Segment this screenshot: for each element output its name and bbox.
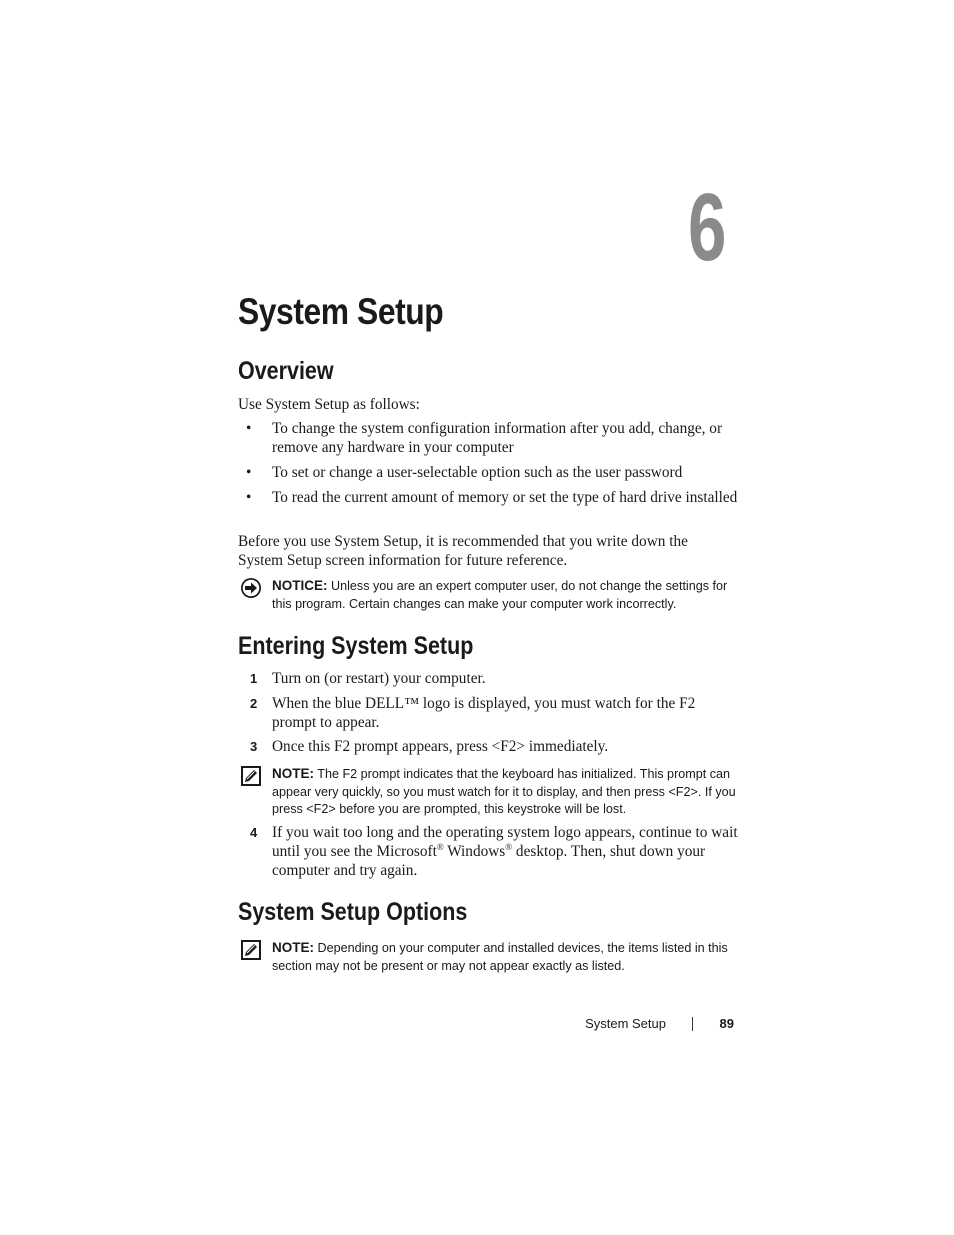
step-text: When the blue DELL™ logo is displayed, you must watch for the F2 prompt to appear. — [272, 695, 696, 731]
note-pencil-icon — [240, 765, 262, 787]
notice-icon — [240, 577, 262, 599]
note-label: NOTE: — [272, 766, 314, 781]
bullet-mark: • — [246, 420, 252, 437]
entering-heading: Entering System Setup — [238, 632, 474, 660]
step-text: Turn on (or restart) your computer. — [272, 670, 486, 687]
footer-divider — [692, 1017, 693, 1031]
bullet-mark: • — [246, 489, 252, 506]
bullet-text: To read the current amount of memory or set the type of hard drive installed — [272, 489, 738, 506]
options-heading: System Setup Options — [238, 898, 468, 926]
step-number: 1 — [250, 671, 258, 686]
note-label: NOTE: — [272, 940, 314, 955]
page-footer — [560, 1014, 736, 1034]
step-number: 4 — [250, 825, 258, 840]
notice-label: NOTICE: — [272, 578, 328, 593]
bullet-text: To set or change a user-selectable option such as the user password — [272, 464, 683, 481]
step-text: If you wait too long and the operating system logo appears, continue to wait until you see the Microsoft® Windows® desktop. Then, shut down your computer and try again. — [272, 824, 738, 879]
note-text: The F2 prompt indicates that the keyboard has initialized. This prompt can appear very quickly, so you must watch for it to display, and then press <F2>. If you press <F2> before you are prompted, this keystroke will be lost. — [272, 767, 736, 816]
page-number: 89 — [719, 1016, 734, 1031]
chapter-number: 6 — [688, 174, 727, 281]
overview-intro: Use System Setup as follows: — [238, 396, 420, 413]
bullet-text: To change the system configuration information after you add, change, or remove any hardware in your computer — [272, 420, 723, 456]
note-pencil-icon — [240, 939, 262, 961]
footer-section-title: System Setup — [585, 1016, 666, 1031]
note-text: Depending on your computer and installed devices, the items listed in this section may not be present or may not appear exactly as listed. — [272, 941, 728, 973]
step-number: 3 — [250, 739, 258, 754]
page-title: System Setup — [238, 291, 444, 332]
overview-after-text: Before you use System Setup, it is recommended that you write down the System Setup screen information for future reference. — [238, 533, 688, 569]
notice-text: Unless you are an expert computer user, do not change the settings for this program. Certain changes can make your computer work incorrectly. — [272, 579, 728, 611]
step-text: Once this F2 prompt appears, press <F2> immediately. — [272, 738, 609, 755]
overview-heading: Overview — [238, 357, 334, 385]
step-number: 2 — [250, 696, 258, 711]
bullet-mark: • — [246, 464, 252, 481]
